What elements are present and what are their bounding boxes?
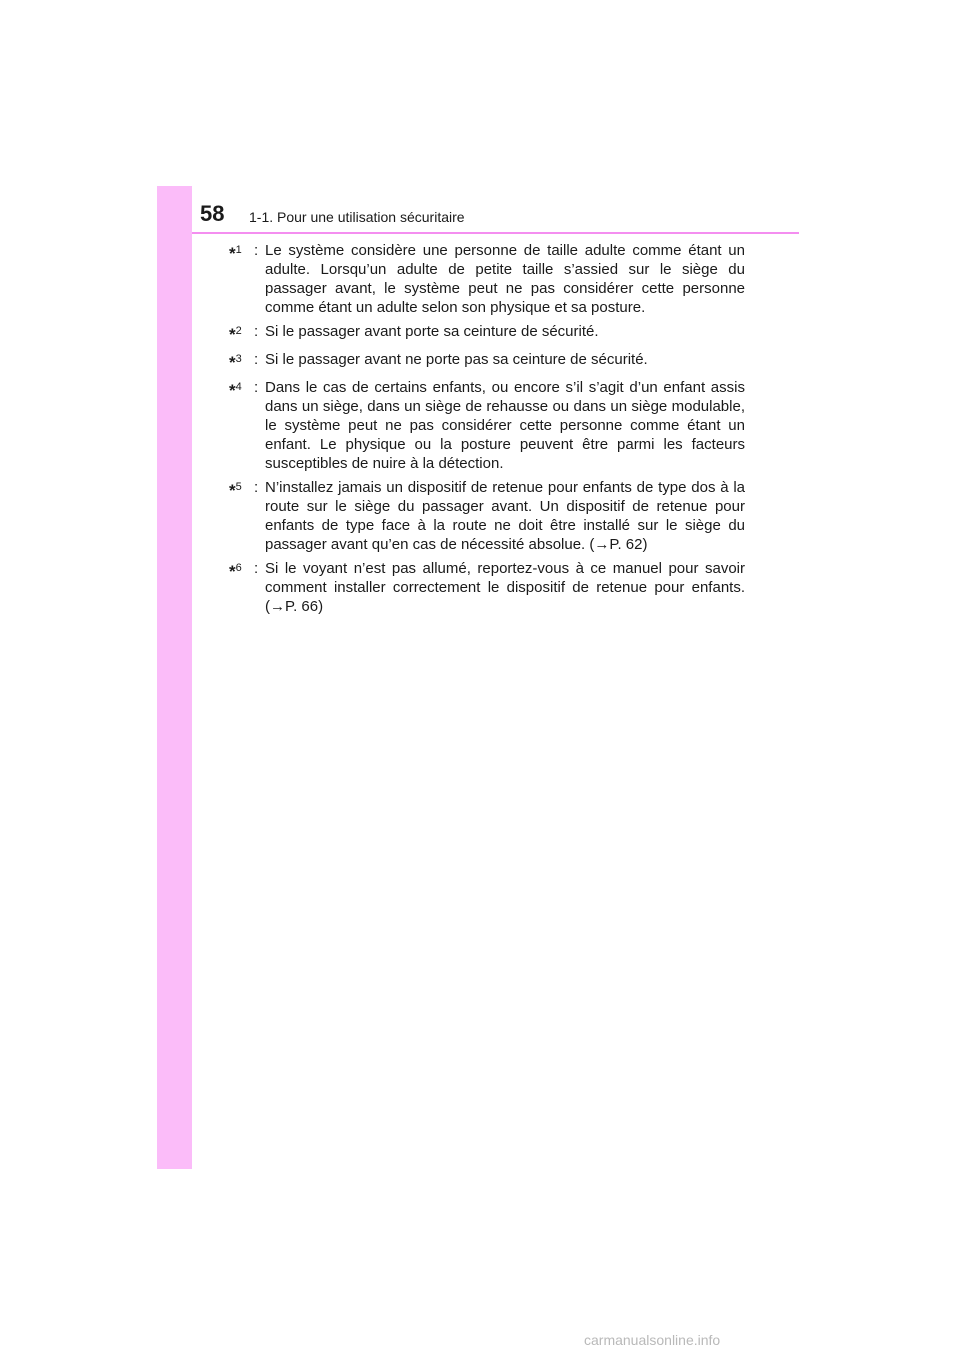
footnote-text: N’installez jamais un dispositif de retenue pour enfants de type dos à la route sur le siège du passager avant. Un dispositif de retenue pour enfants de type face à la route ne doit être installé sur le siège du passager avant qu’en cas de nécessité absolue. (→P. 62): [265, 479, 745, 553]
footnote-text: Si le voyant n’est pas allumé, reportez-vous à ce manuel pour savoir comment installer correctement le dispositif de retenue pour enfants. (→P. 66): [265, 560, 745, 615]
footnote-2: [229, 322, 745, 345]
header-rule: [192, 232, 799, 234]
footnote-text: Dans le cas de certains enfants, ou encore s’il s’agit d’un enfant assis dans un siège, dans un siège de rehausse ou dans un siège modulable, le système peut ne pas considérer cette personne comme étant un enfant. Le physique ou la posture peuvent être parmi les facteurs susceptibles de nuire à la détection.: [265, 379, 745, 472]
footnote-3: [229, 350, 745, 373]
footnotes-list: [229, 241, 745, 621]
footnote-marker: *$^4$: [229, 381, 242, 400]
footnote-marker: *$^3$: [229, 353, 242, 372]
footnote-marker: *$^2$: [229, 325, 242, 344]
footnote-separator: :: [254, 479, 259, 496]
footnote-text: Si le passager avant ne porte pas sa ceinture de sécurité.: [265, 351, 648, 368]
section-title: 1-1. Pour une utilisation sécuritaire: [249, 209, 465, 225]
footnote-marker: *$^5$: [229, 481, 242, 500]
footnote-separator: :: [254, 560, 259, 577]
footnote-marker: *$^6$: [229, 562, 242, 581]
chapter-side-band: [157, 186, 192, 1169]
footnote-separator: :: [254, 242, 259, 259]
footnote-1: [229, 241, 745, 317]
footnote-5: [229, 478, 745, 554]
footnote-separator: :: [254, 323, 259, 340]
footnote-separator: :: [254, 351, 259, 368]
footnote-text: Le système considère une personne de taille adulte comme étant un adulte. Lorsqu’un adulte de petite taille s’assied sur le siège du passager avant, le système peut ne pas considérer cette personne comme étant un adulte selon son physique et sa posture.: [265, 242, 745, 316]
page-number: 58: [200, 201, 225, 226]
footnote-4: [229, 378, 745, 473]
footnote-marker: *$^1$: [229, 244, 242, 263]
watermark-link[interactable]: carmanualsonline.info: [584, 1332, 721, 1348]
footnote-6: [229, 559, 745, 616]
footnote-separator: :: [254, 379, 259, 396]
footnote-text: Si le passager avant porte sa ceinture de sécurité.: [265, 323, 599, 340]
